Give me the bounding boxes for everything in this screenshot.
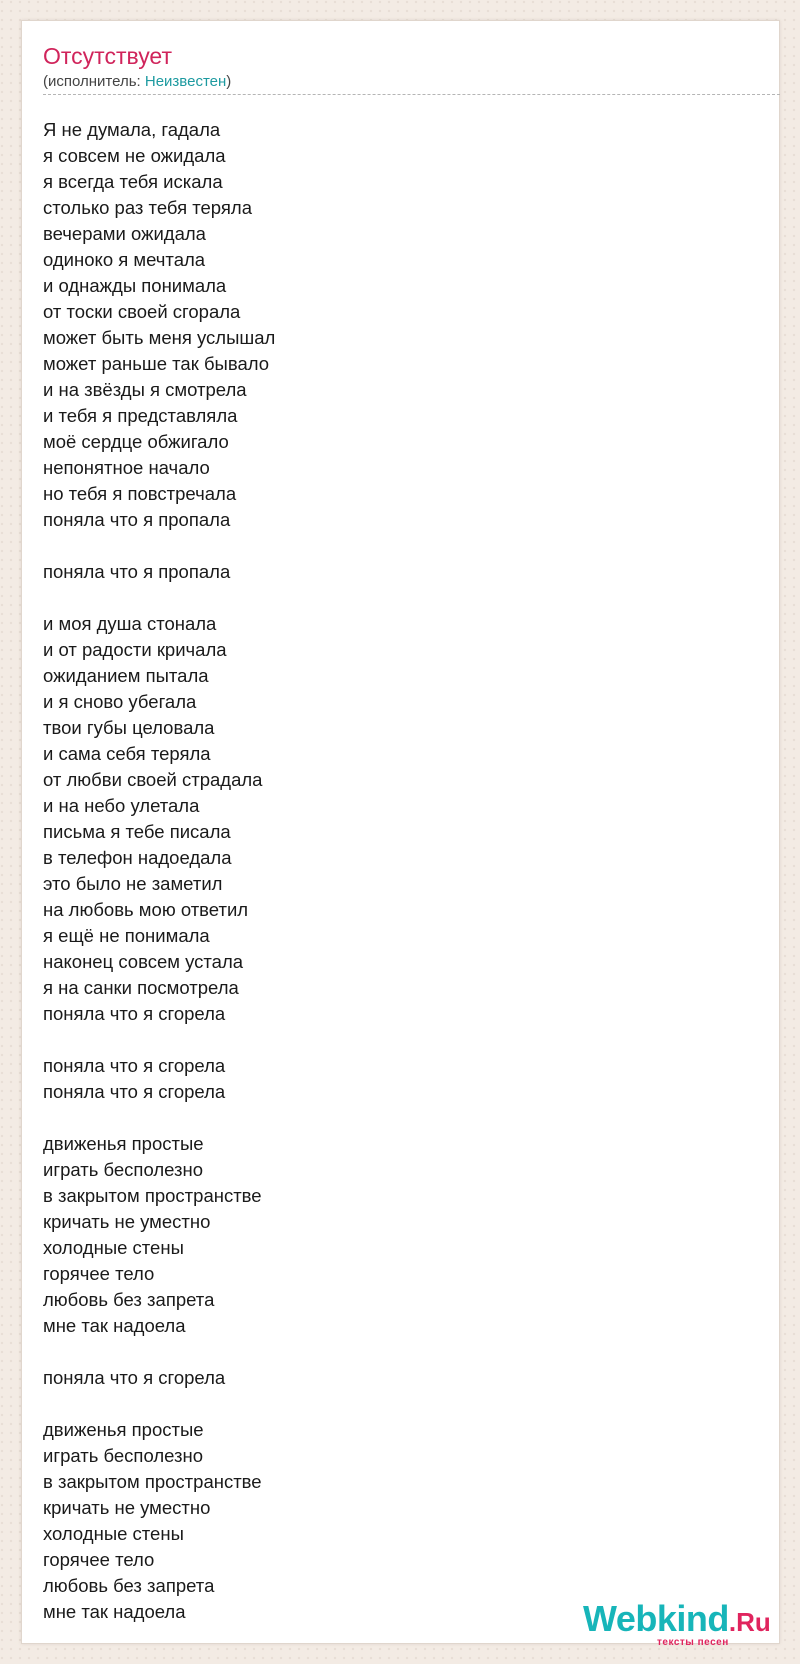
lyric-line: Я не думала, гадала (43, 119, 221, 140)
lyric-line: поняла что я сгорела (43, 1055, 226, 1076)
lyric-line: горячее тело (43, 1263, 155, 1284)
lyric-line: ожиданием пытала (43, 665, 209, 686)
lyric-line: может раньше так бывало (43, 353, 270, 374)
artist-line (43, 73, 231, 90)
lyric-line: холодные стены (43, 1523, 184, 1544)
site-logo[interactable] (583, 1598, 783, 1649)
lyric-line: я на санки посмотрела (43, 977, 239, 998)
lyric-line: движенья простые (43, 1419, 204, 1440)
lyric-blank-line (43, 1027, 763, 1053)
artist-link[interactable]: Неизвестен (144, 73, 227, 90)
lyric-line: играть бесполезно (43, 1445, 203, 1466)
lyric-line: я совсем не ожидала (43, 145, 226, 166)
lyric-line: играть бесполезно (43, 1159, 203, 1180)
lyric-line: наконец совсем устала (43, 951, 244, 972)
lyric-line: мне так надоела (43, 1315, 186, 1336)
lyric-line: любовь без запрета (43, 1575, 215, 1596)
lyric-line: и на небо улетала (43, 795, 200, 816)
lyric-line: может быть меня услышал (43, 327, 276, 348)
lyric-line: кричать не уместно (43, 1211, 211, 1232)
lyric-line: поняла что я пропала (43, 561, 231, 582)
title-divider (43, 94, 780, 95)
lyric-line: непонятное начало (43, 457, 210, 478)
lyric-line: и однажды понимала (43, 275, 227, 296)
lyric-line: поняла что я сгорела (43, 1003, 226, 1024)
lyric-line: от любви своей страдала (43, 769, 263, 790)
lyric-line: и моя душа стонала (43, 613, 217, 634)
lyric-blank-line (43, 1339, 763, 1365)
lyric-line: холодные стены (43, 1237, 184, 1258)
lyric-line: в закрытом пространстве (43, 1471, 262, 1492)
logo-tagline: тексты песен (657, 1637, 729, 1648)
lyric-line: мне так надоела (43, 1601, 186, 1622)
lyric-line: от тоски своей сгорала (43, 301, 241, 322)
lyric-line: поняла что я сгорела (43, 1367, 226, 1388)
lyric-blank-line (43, 1105, 763, 1131)
lyric-line: письма я тебе писала (43, 821, 231, 842)
lyric-line: в телефон надоедала (43, 847, 232, 868)
lyric-line: и сама себя теряла (43, 743, 211, 764)
lyric-line: и на звёзды я смотрела (43, 379, 247, 400)
song-title: Отсутствует (43, 43, 172, 69)
lyric-line: вечерами ожидала (43, 223, 206, 244)
lyrics-card (21, 20, 780, 1648)
lyric-line: горячее тело (43, 1549, 155, 1570)
lyric-line: твои губы целовала (43, 717, 215, 738)
lyric-line: поняла что я пропала (43, 509, 231, 530)
lyric-blank-line (43, 1391, 763, 1417)
lyric-line: но тебя я повстречала (43, 483, 237, 504)
lyric-line: и тебя я представляла (43, 405, 238, 426)
lyric-line: и я сново убегала (43, 691, 197, 712)
logo-brand: Webkind (583, 1598, 729, 1639)
lyric-blank-line (43, 533, 763, 559)
lyric-line: это было не заметил (43, 873, 223, 894)
lyric-line: на любовь мою ответил (43, 899, 249, 920)
logo-wordmark (583, 1598, 771, 1639)
lyric-line: одиноко я мечтала (43, 249, 206, 270)
lyric-line: движенья простые (43, 1133, 204, 1154)
artist-prefix: (исполнитель: (43, 73, 145, 90)
lyric-line: я всегда тебя искала (43, 171, 223, 192)
lyric-line: любовь без запрета (43, 1289, 215, 1310)
lyric-line: и от радости кричала (43, 639, 227, 660)
lyric-line: в закрытом пространстве (43, 1185, 262, 1206)
lyric-line: кричать не уместно (43, 1497, 211, 1518)
lyric-blank-line (43, 585, 763, 611)
lyric-line: столько раз тебя теряла (43, 197, 252, 218)
lyric-line: я ещё не понимала (43, 925, 210, 946)
lyric-line: моё сердце обжигало (43, 431, 229, 452)
lyric-line: поняла что я сгорела (43, 1081, 226, 1102)
logo-tld: .Ru (728, 1607, 771, 1637)
artist-suffix: ) (226, 73, 232, 90)
lyrics-text (43, 117, 763, 1625)
